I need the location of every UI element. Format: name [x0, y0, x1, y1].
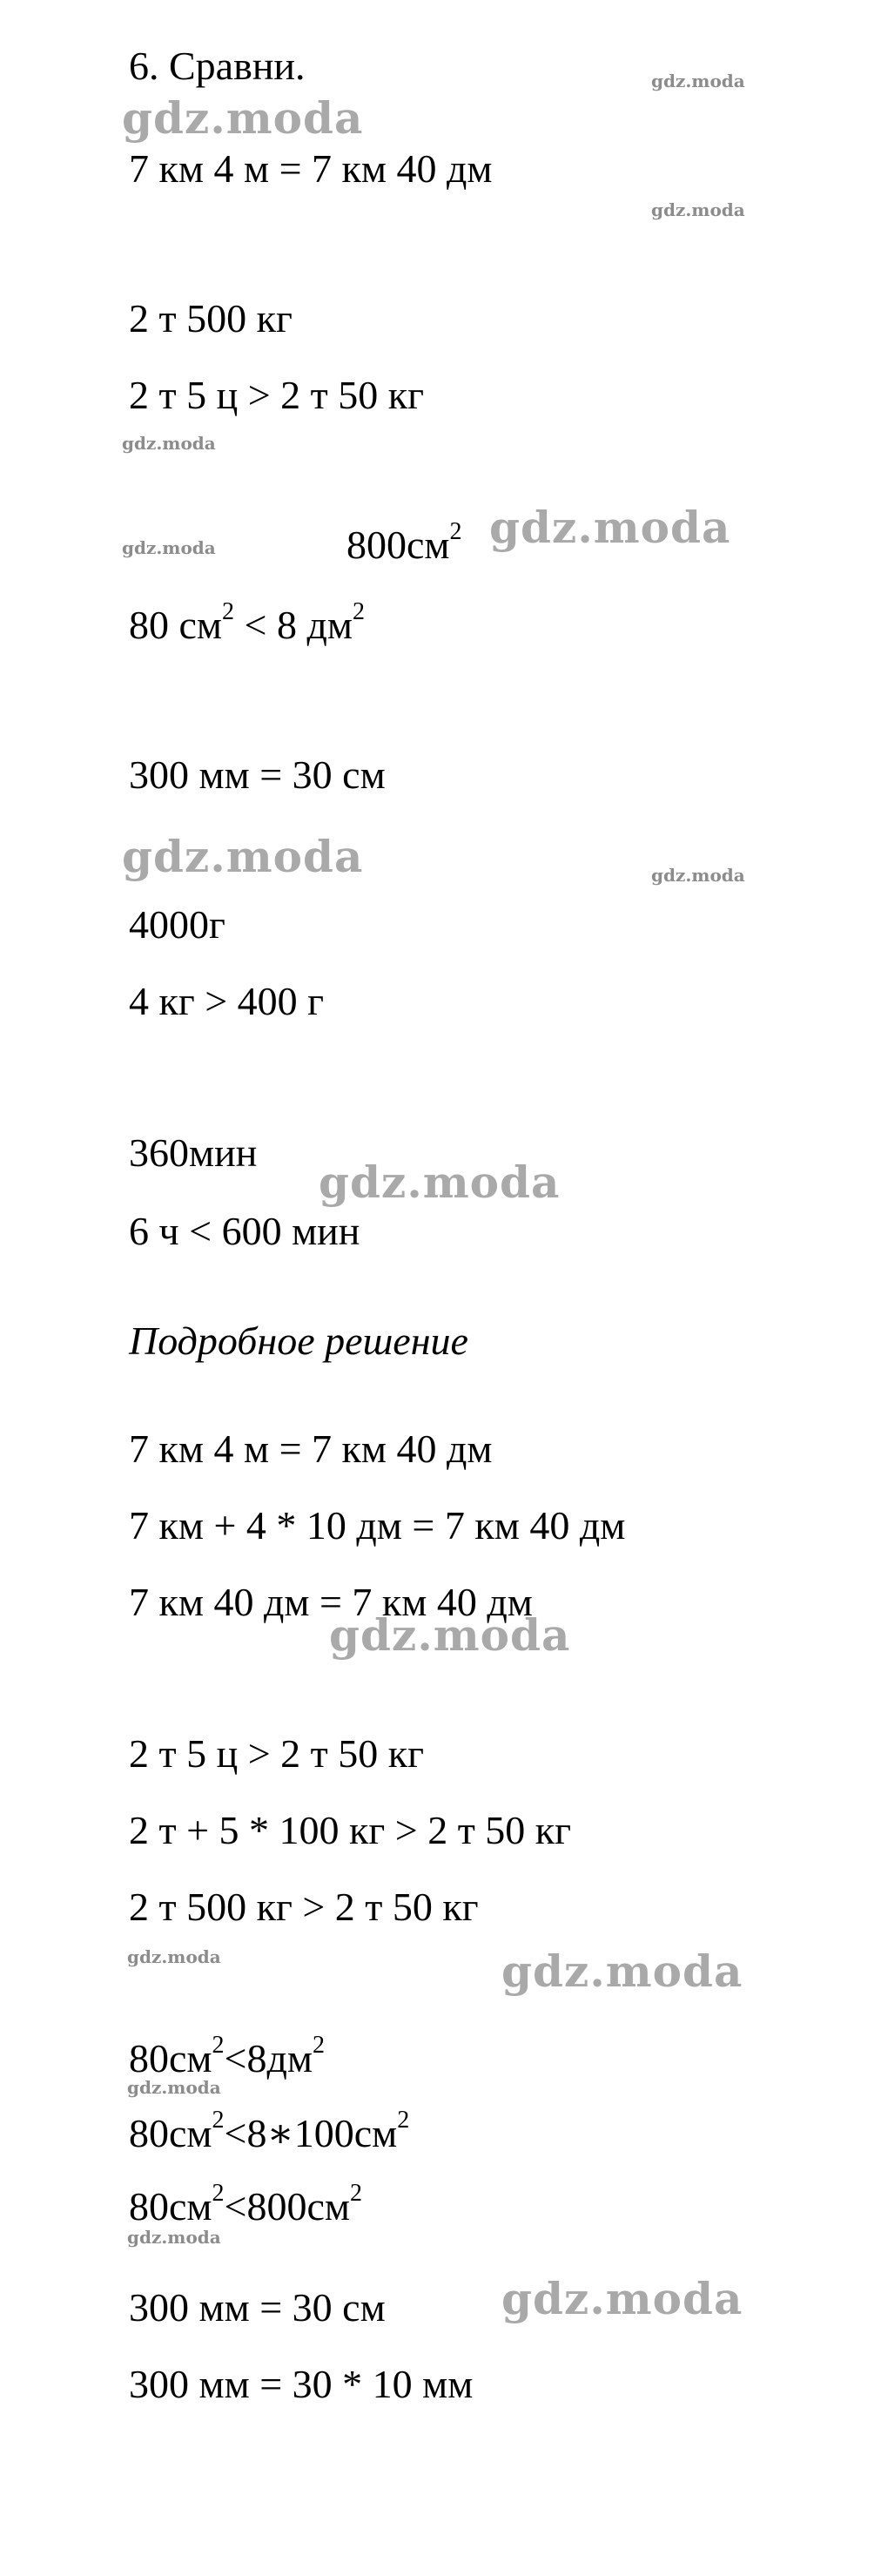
watermark-large: gdz.moda — [489, 502, 731, 553]
solution-line: 300 мм = 30 см — [129, 2285, 386, 2330]
exponent: 2 — [449, 518, 462, 546]
task-title: 6. Сравни. — [129, 44, 306, 88]
solution-text: <800см — [224, 2184, 350, 2229]
solution-text: 80см — [129, 2111, 212, 2155]
watermark-large: gdz.moda — [122, 92, 364, 144]
answer-line: 7 км 4 м = 7 км 40 дм — [129, 146, 493, 191]
exponent: 2 — [212, 2107, 225, 2134]
exponent: 2 — [222, 598, 235, 626]
solution-line: 300 мм = 30 * 10 мм — [129, 2362, 474, 2406]
solution-line: 2 т + 5 * 100 кг > 2 т 50 кг — [129, 1808, 572, 1852]
solution-line: 2 т 5 ц > 2 т 50 кг — [129, 1731, 424, 1776]
solution-line — [129, 2034, 325, 2083]
answer-line — [346, 518, 462, 570]
watermark-small: gdz.moda — [651, 199, 745, 220]
exponent: 2 — [212, 2032, 225, 2060]
answer-line: 4000г — [129, 902, 225, 947]
watermark-small: gdz.moda — [127, 2227, 221, 2248]
watermark-large: gdz.moda — [122, 831, 364, 882]
solution-line: 7 км 4 м = 7 км 40 дм — [129, 1426, 493, 1471]
exponent: 2 — [353, 598, 365, 626]
answer-line: 6 ч < 600 мин — [129, 1209, 360, 1253]
answer-line: 300 мм = 30 см — [129, 752, 386, 797]
solution-text: <8∗100см — [224, 2111, 398, 2155]
solution-line: 7 км 40 дм = 7 км 40 дм — [129, 1580, 533, 1624]
watermark-small: gdz.moda — [651, 71, 745, 91]
answer-line: 4 кг > 400 г — [129, 979, 325, 1023]
watermark-small: gdz.moda — [122, 433, 216, 454]
section-heading: Подробное решение — [129, 1318, 468, 1363]
watermark-small: gdz.moda — [651, 865, 745, 886]
solution-line — [129, 2109, 409, 2158]
solution-line: 2 т 500 кг > 2 т 50 кг — [129, 1885, 479, 1929]
watermark-small: gdz.moda — [127, 1946, 221, 1967]
answer-line: 360мин — [129, 1130, 258, 1175]
answer-text: < 8 дм — [234, 603, 353, 647]
answer-line — [129, 598, 365, 650]
watermark-small: gdz.moda — [122, 537, 216, 558]
watermark-small: gdz.moda — [127, 2077, 221, 2098]
answer-text: 800см — [346, 523, 450, 567]
watermark-large: gdz.moda — [329, 1609, 571, 1661]
answer-text: 80 см — [129, 603, 223, 647]
exponent: 2 — [212, 2180, 225, 2208]
exponent: 2 — [397, 2107, 410, 2134]
exponent: 2 — [313, 2032, 325, 2060]
exponent: 2 — [350, 2180, 362, 2208]
solution-line: 7 км + 4 * 10 дм = 7 км 40 дм — [129, 1503, 626, 1548]
watermark-large: gdz.moda — [501, 1945, 743, 1997]
watermark-large: gdz.moda — [319, 1157, 561, 1208]
solution-line — [129, 2182, 362, 2231]
solution-text: <8дм — [224, 2036, 313, 2080]
solution-text: 80см — [129, 2184, 212, 2229]
watermark-large: gdz.moda — [501, 2273, 743, 2324]
answer-line: 2 т 500 кг — [129, 296, 293, 341]
answer-line: 2 т 5 ц > 2 т 50 кг — [129, 373, 424, 417]
solution-text: 80см — [129, 2036, 212, 2080]
